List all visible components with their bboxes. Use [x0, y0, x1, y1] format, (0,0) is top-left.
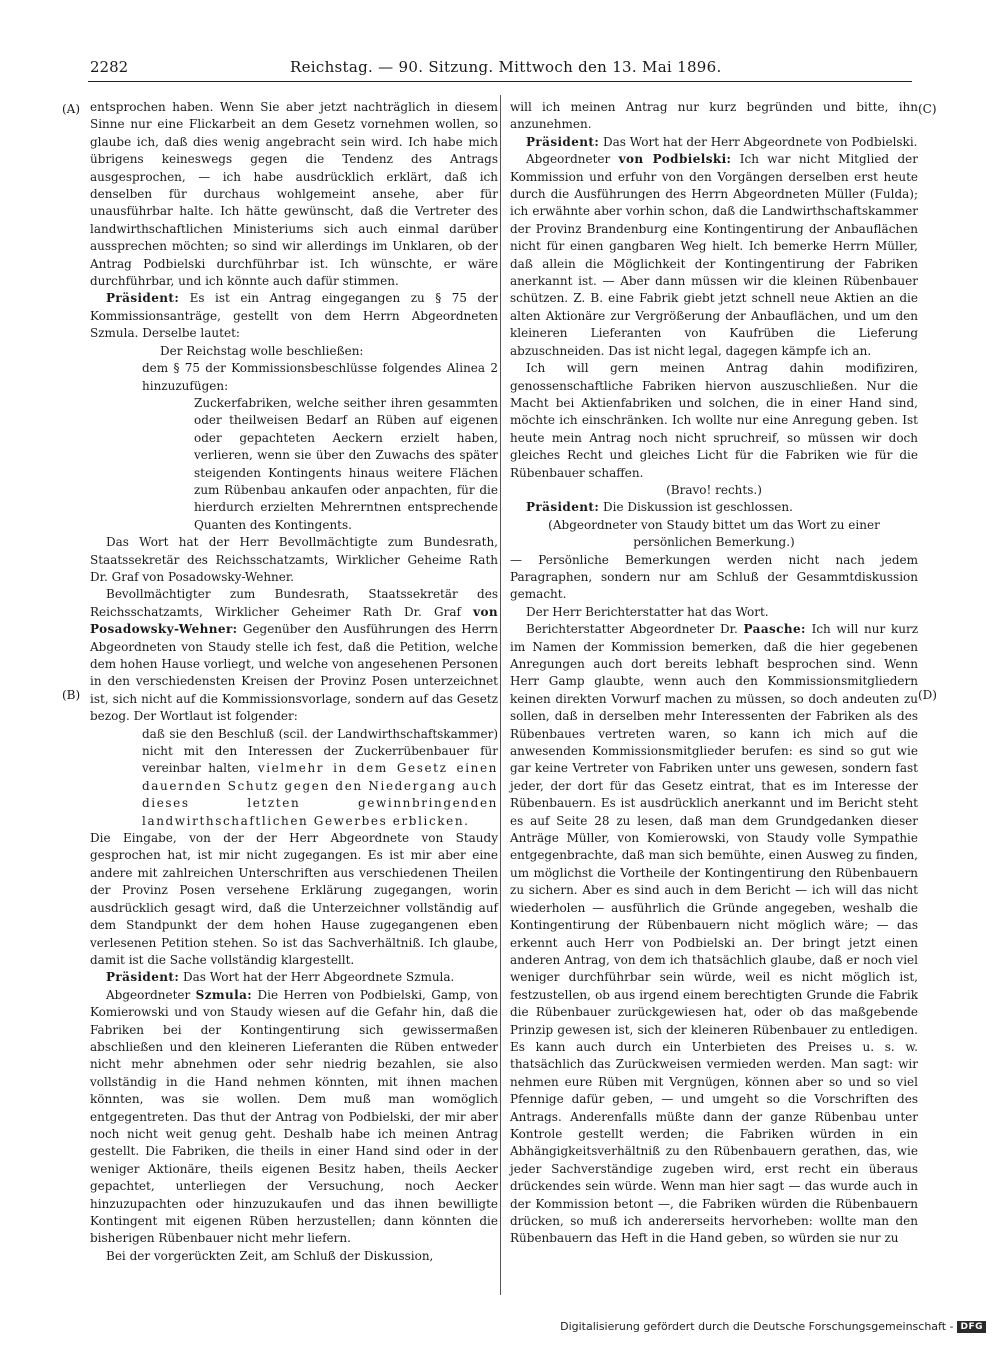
speaker-name: Präsident:	[526, 134, 600, 149]
speaker-name: Präsident:	[106, 291, 180, 306]
motion-text: dem § 75 der Kommissionsbeschlüsse folgendes Alinea 2 hinzuzufügen:	[142, 361, 498, 393]
interjection: (Bravo! rechts.)	[666, 482, 762, 497]
running-head: Reichstag. — 90. Sitzung. Mittwoch den 13. Mai 1896.	[290, 58, 722, 76]
speaker-name: von Podbielski:	[618, 152, 732, 167]
speaker-title: Abgeordneter	[526, 152, 619, 167]
speech-text: Ich will nur kurz im Namen der Kommission bemerken, daß die hier gegebenen Anregungen auch dort bereits lebhaft besprochen sind. Wenn Herr Gamp glaubte, wenn auch den Kommissionsmitgliedern keinen direkten Vorwurf machen zu müssen, so doch andeuten zu sollen, daß in derselben mehr Interessenten der Fabriken als des Rübenbaues vertreten waren, so kann ich mich auf die anwesenden Kommissionsmitglieder berufen: es sind so gut wie gar keine Vertreter von Fabriken unter uns gewesen, sondern fast jeder, der dort für das Gesetz eintrat, that es im Interesse der Rübenbauern. Es ist ausdrücklich anerkannt und im Bericht steht es auf Seite 28 zu lesen, daß man dem Grundgedanken dieser Anträge Müller, von Komierowski, von Staudy volle Sympathie entgegenbrachte, daß man sich bemühte, einen Ausweg zu finden, um möglichst die Vortheile der Kontingentirung den Rübenbauern zu sichern. Aber es sind auch in dem Bericht — ich will das nicht wiederholen — ausführlich die Gründe angegeben, weshalb die Kontingentirung der Rübenbauern nicht möglich wäre; — das erkennt auch Herr von Podbielski an. Der bringt jetzt einen anderen Antrag, von dem ich thatsächlich glaube, daß er noch viel weniger durchführbar sein würde, weil es nicht möglich ist, festzustellen, ob aus irgend einem berechtigten Grunde die Fabrik die Rübenbauer zurückgewiesen hat, oder ob das maßgebende Prinzip gewesen ist, sich der kleineren Rübenbauer zu entledigen. Es kann auch durch ein Unterbieten des Preises u. s. w. thatsächlich das Zurückweisen vermieden werden. Man sagt: wir nehmen eure Rüben mit Vergnügen, können aber so und so viel Pfennige dafür geben, — und umgeht so die Vorschriften des Antrags. Anderenfalls müßte dann der ganze Rübenbau unter Kontrole gestellt werden; die Fabriken würden in ein Abhängigkeitsverhältniß zu den Rübenbauern gerathen, das, wie jeder Sachverständige zugeben wird, erst recht ein überaus drückendes sein würde. Wenn man hier sagt — das wurde auch in der Kommission betont —, die Fabriken würden die Rübenbauern drücken, so muß ich andererseits hervorheben: wollte man den Rübenbauern das Heft in die Hand geben, so würden sie nur zu	[510, 622, 919, 1246]
speech-text: Gegenüber den Ausführungen des Herrn Abgeordneten von Staudy stelle ich fest, daß die Petition, welche dem hohen Hause vorliegt, und welche von angesehenen Personen in den verschiedensten Kreisen der Provinz Posen unterzeichnet ist, sich nicht auf die Kommissionsvorlage, sondern auf das Gesetz bezog. Der Wortlaut ist folgender:	[90, 622, 498, 724]
paragraph: Bei der vorgerückten Zeit, am Schluß der Diskussion,	[106, 1248, 434, 1263]
speaker-name: Präsident:	[526, 500, 600, 515]
paragraph	[90, 969, 498, 986]
paragraph	[510, 621, 918, 1248]
paragraph: Der Herr Berichterstatter hat das Wort.	[526, 604, 769, 619]
paragraph	[90, 290, 498, 342]
speech-text: Ich war nicht Mitglied der Kommission und erfuhr von den Vorgängen derselben erst heute durch die Ausführungen des Herrn Abgeordneten Müller (Fulda); ich erwähnte aber vorhin schon, daß die Landwirthschaftskammer der Provinz Brandenburg eine Kontingentirung der Anbauflächen nicht für einen gangbaren Weg hielt. Ich bemerke Herrn Müller, daß allein die Möglichkeit der Kontingentirung der Fabriken anerkannt ist. — Aber dann müssen wir die kleinen Rübenbauer schützen. Z. B. eine Fabrik giebt jetzt schnell neue Aktien an die alten Aktionäre zur Vergrößerung der Anbauflächen, und um den kleineren Lieferanten von Kaufrüben die Lieferung abzuschneiden. Das ist nicht legal, dagegen kämpfe ich an.	[510, 152, 919, 358]
margin-marker-c: (C)	[918, 102, 937, 116]
paragraph	[510, 134, 918, 151]
speech-text: Das Wort hat der Herr Abgeordnete von Podbielski.	[599, 134, 918, 149]
paragraph	[510, 499, 918, 516]
speaker-name: Szmula:	[195, 987, 253, 1002]
motion-heading: Der Reichstag wolle beschließen:	[160, 343, 364, 358]
speaker-title: Berichterstatter Abgeordneter Dr.	[526, 622, 744, 637]
header-rule	[88, 81, 912, 82]
petition-quote	[142, 726, 498, 830]
speech-text: Die Diskussion ist geschlossen.	[599, 500, 793, 515]
right-column	[510, 99, 918, 1248]
interjection: (Abgeordneter von Staudy bittet um das Wort zu einer persönlichen Bemerkung.)	[548, 517, 880, 550]
speaker-title: Bevollmächtigter zum Bundesrath, Staatssekretär des Reichsschatzamts, Wirklicher Geheimer Rath Dr. Graf	[90, 587, 498, 619]
paragraph	[510, 151, 918, 360]
paragraph	[90, 987, 498, 1248]
quote-emphasis: vielmehr in dem Gesetz einen dauernden Schutz gegen den Niedergang auch dieses letzten gewinnbringenden landwirthschaftlichen Gewerbes erblicken.	[142, 761, 498, 828]
paragraph: will ich meinen Antrag nur kurz begründen und bitte, ihn anzunehmen.	[510, 100, 918, 132]
quote-text: daß sie den Beschluß (scil. der Landwirthschaftskammer) nicht mit den Interessen der Zuckerrübenbauer für vereinbar halten,	[142, 726, 498, 776]
page-number: 2282	[90, 58, 129, 76]
speaker-name: Paasche:	[743, 622, 806, 637]
paragraph	[90, 586, 498, 725]
digitization-credit	[560, 1320, 986, 1333]
margin-marker-a: (A)	[62, 102, 81, 116]
speech-text: Es ist ein Antrag eingegangen zu § 75 der Kommissionsanträge, gestellt von dem Herrn Abgeordneten Szmula. Derselbe lautet:	[90, 291, 498, 341]
paragraph: — Persönliche Bemerkungen werden nicht nach jedem Paragraphen, sondern nur am Schluß der Gesammtdiskussion gemacht.	[510, 552, 918, 602]
column-rule	[500, 95, 501, 1295]
credit-text: Digitalisierung gefördert durch die Deutsche Forschungsgemeinschaft -	[560, 1320, 954, 1333]
page-header	[90, 58, 910, 80]
margin-marker-d: (D)	[918, 688, 937, 702]
speech-text: Das Wort hat der Herr Abgeordnete Szmula.	[179, 970, 455, 985]
margin-marker-b: (B)	[62, 688, 81, 702]
dfg-logo-icon: DFG	[957, 1321, 986, 1333]
speaker-name: von Posadowsky-Wehner:	[90, 604, 498, 637]
speaker-title: Abgeordneter	[106, 987, 196, 1002]
left-column	[90, 99, 498, 1265]
paragraph: entsprochen haben. Wenn Sie aber jetzt nachträglich in diesem Sinne nur eine Flickarbeit an dem Gesetz vornehmen wollen, so glaube ich, daß dies wenig angebracht sein wird. Ich habe mich übrigens keineswegs gegen die Tendenz des Antrags ausgesprochen, — ich habe ausdrücklich erklärt, daß ich denselben für durchaus wohlgemeint ansehe, aber für unausführbar halte. Ich hätte gewünscht, daß die Vertreter des landwirthschaftlichen Ministeriums sich auch einmal darüber aussprechen möchten; so sind wir allerdings im Unklaren, ob der Antrag Podbielski durchführbar ist. Ich wünschte, er wäre durchführbar, und ich könnte auch dafür stimmen.	[90, 100, 498, 289]
paragraph: Die Eingabe, von der der Herr Abgeordnete von Staudy gesprochen hat, ist mir nicht zugegangen. Es ist mir aber eine andere mit zahlreichen Unterschriften aus verschiedenen Theilen der Provinz Posen versehene Erklärung zugegangen, worin ausdrücklich gesagt wird, daß die Unterzeichner vollständig auf dem Standpunkt der dem hohen Hause zugegangenen eben verlesenen Petition stehen. So ist das Sachverhältniß. Ich glaube, damit ist die Sache vollständig klargestellt.	[90, 831, 498, 967]
speech-text: Die Herren von Podbielski, Gamp, von Komierowski und von Staudy wiesen auf die Gefahr hin, daß die Fabriken bei der Kontingentirung sich gewissermaßen abschließen und den kleineren Lieferanten die Rüben entweder nicht mehr abnehmen oder sehr niedrig bezahlen, sie also vollständig in die Hand nehmen könnten, mit ihnen machen könnten, was sie wollen. Dem muß man womöglich entgegentreten. Das thut der Antrag von Podbielski, der mir aber noch nicht weit genug geht. Deshalb habe ich meinen Antrag gestellt. Die Fabriken, die theils in einer Hand sind oder in der weniger Aktionäre, theils eigenen Besitz haben, theils Aecker gepachtet, unterliegen der Versuchung, noch Aecker hinzuzupachten oder hinzuzukaufen und das ihnen bewilligte Kontingent mit eigenen Rüben herzustellen; dann könnten die bisherigen Rübenbauer nicht mehr liefern.	[90, 987, 498, 1246]
motion-alinea: Zuckerfabriken, welche seither ihren gesammten oder theilweisen Bedarf an Rüben auf eigenen oder gepachteten Aeckern erzielt haben, verlieren, wenn sie über den Zuwachs des später steigenden Kontingents hinaus weitere Flächen zum Rübenbau ankaufen oder anpachten, für die hierdurch erzielten Mehrerntnen entsprechende Quanten des Kontingents.	[194, 395, 498, 532]
paragraph: Ich will gern meinen Antrag dahin modifiziren, genossenschaftliche Fabriken hiervon auszuschließen. Nur die Macht bei Aktienfabriken und solchen, die in einer Hand sind, möchte ich einschränken. Ich wollte nur eine Anregung geben. Ist heute mein Antrag noch nicht spruchreif, so müssen wir doch gleiches Recht und gleiches Licht für die Fabriken wie für die Rübenbauer schaffen.	[510, 361, 918, 480]
speaker-name: Präsident:	[106, 970, 180, 985]
paragraph: Das Wort hat der Herr Bevollmächtigte zum Bundesrath, Staatssekretär des Reichsschatzamts, Wirklicher Geheime Rath Dr. Graf von Posadowsky-Wehner.	[90, 535, 498, 584]
